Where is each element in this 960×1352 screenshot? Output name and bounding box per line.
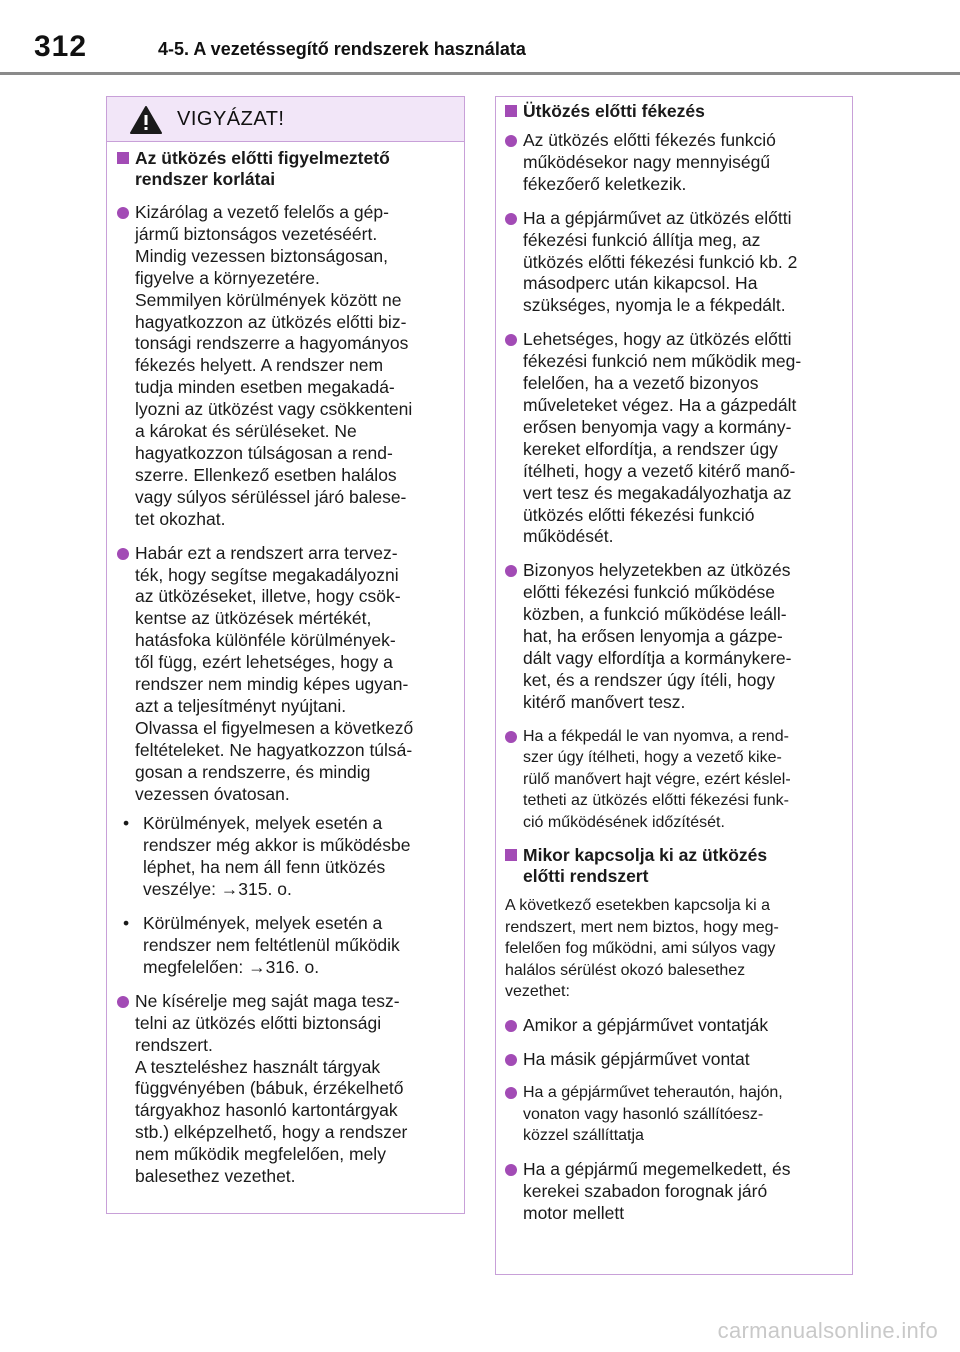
heading-when-to-disable: Mikor kapcsolja ki az ütközés előtti rendszert (505, 845, 840, 887)
info-bullet-6: Amikor a gépjárművet vontatják (505, 1015, 840, 1037)
info-bullet-5: Ha a fékpedál le van nyomva, a rend- szer úgy ítélheti, hogy a vezető kike- rülő manővert hajt végre, ezért késlel- tetheti az ütközés előtti fékezési funk- ció működésének időzítését. (505, 726, 840, 834)
caution-dash-1: • Körülmények, melyek esetén a rendszer még akkor is működésbe léphet, ha nem áll fenn ütközés veszélye: →315. o. (117, 813, 452, 901)
caution-dash-2: • Körülmények, melyek esetén a rendszer nem feltétlenül működik megfelelően: →316. o. (117, 913, 452, 979)
caution-bullet-1: Kizárólag a vezető felelős a gép- jármű biztonságos vezetéséért. Mindig vezessen biztonságosan, figyelve a környezetére. Semmilyen körülmények között ne hagyatkozzon az ütközés előtti biz- tonsági rendszerre a hagyományos fékezés helyett. A rendszer nem tudja minden esetben megakadá- lyozni az ütközést vagy csökkenteni a károkat és sérüléseket. Ne hagyatkozzon túlságosan a rend- szerre. Ellenkező esetben halálos vagy súlyos sérüléssel járó balese- tet okozhat. (117, 202, 452, 531)
info-bullet-1: Az ütközés előtti fékezés funkció működésekor nagy mennyiségű fékezőerő keletkezik. (505, 130, 840, 196)
page-header (0, 0, 960, 80)
info-bullet-4: Bizonyos helyzetekben az ütközés előtti fékezési funkció működése közben, a funkció működése leáll- hat, ha erősen lenyomja a gázpe- dált vagy elfordítja a kormánykere- ket, és a rendszer úgy ítéli, hogy kitérő manővert tesz. (505, 560, 840, 713)
caution-heading: Az ütközés előtti figyelmeztető rendszer korlátai (117, 148, 452, 190)
disable-intro: A következő esetekben kapcsolja ki a rendszert, mert nem biztos, hogy meg- felelően fog működni, ami súlyos vagy halálos sérülést okozó balesethez vezethet: (505, 897, 779, 1001)
caution-bullet-3: Ne kísérelje meg saját maga tesz- telni az ütközés előtti biztonsági rendszert. A teszteléshez használt tárgyak függvényében (bábuk, érzékelhető tárgyakhoz hasonló kartontárgyak stb.) elképzelhető, hogy a rendszer nem működik megfelelően, mely balesethez vezethet. (117, 991, 452, 1188)
section-title: 4-5. A vezetéssegítő rendszerek használata (158, 39, 526, 59)
caution-title: VIGYÁZAT! (177, 108, 285, 130)
caution-bullet-2: Habár ezt a rendszert arra tervez- ték, hogy segítse megakadályozni az ütközéseket, illetve, hogy csök- kentse az ütközések mértékét, hatásfoka különféle körülmények- től függ, ezért lehetséges, hogy a rendszer nem mindig képes ugyan- azt a teljesítményt nyújtani. Olvassa el figyelmesen a következő feltételeket. Ne hagyatkozzon túlsá- gosan a rendszerre, és mindig vezessen óvatosan. (117, 543, 452, 806)
info-bullet-9: Ha a gépjármű megemelkedett, és kerekei szabadon forognak járó motor mellett (505, 1159, 840, 1225)
info-bullet-7: Ha másik gépjárművet vontat (505, 1049, 840, 1071)
info-box (495, 96, 853, 1275)
info-bullet-8: Ha a gépjárművet teherautón, hajón, vonaton vagy hasonló szállítóesz- közzel szállíttatja (505, 1082, 840, 1147)
header-rule (0, 72, 960, 75)
watermark: carmanualsonline.info (717, 1318, 938, 1343)
warning-triangle-icon (129, 105, 163, 135)
caution-header (107, 97, 464, 142)
info-bullet-2: Ha a gépjárművet az ütközés előtti fékezési funkció állítja meg, az ütközés előtti fékezési funkció kb. 2 másodperc után kikapcsol. Ha szükséges, nyomja le a fékpedált. (505, 208, 840, 318)
page-number: 312 (34, 30, 88, 63)
caution-box (106, 96, 465, 1214)
info-bullet-3: Lehetséges, hogy az ütközés előtti fékezési funkció nem működik meg- felelően, ha a vezető bizonyos műveleteket végez. Ha a gázpedált erősen benyomja vagy a kormány- kereket elfordítja, a rendszer úgy ítélheti, hogy a vezető kitérő manő- vert tesz és megakadályozhatja az ütközés előtti fékezési funkció működését. (505, 329, 840, 548)
heading-pre-collision-braking: Ütközés előtti fékezés (505, 101, 840, 122)
